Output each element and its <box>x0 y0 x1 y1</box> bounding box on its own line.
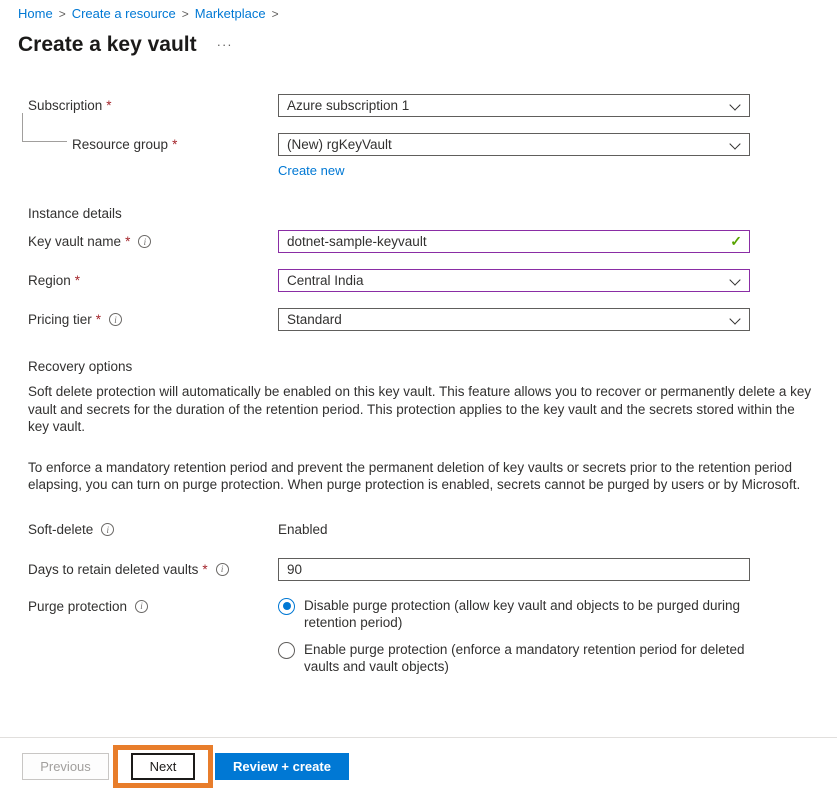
days-to-retain-input[interactable] <box>278 558 750 581</box>
breadcrumb-separator: > <box>181 6 189 21</box>
enable-purge-protection-option[interactable] <box>278 641 756 675</box>
days-to-retain-label: Days to retain deleted vaults * i <box>28 562 278 577</box>
breadcrumb-separator: > <box>58 6 66 21</box>
annotation-highlight-box <box>113 745 213 788</box>
page-title: Create a key vault <box>18 33 197 56</box>
key-vault-name-input[interactable] <box>278 230 750 253</box>
region-dropdown[interactable] <box>278 269 750 292</box>
disable-purge-protection-option[interactable] <box>278 597 756 631</box>
required-asterisk: * <box>74 273 81 288</box>
subscription-row <box>28 94 837 117</box>
subscription-label: Subscription * <box>28 98 112 113</box>
recovery-options-header: Recovery options <box>28 359 133 374</box>
footer-bar <box>0 737 837 795</box>
region-row <box>28 269 837 292</box>
radio-unselected-icon[interactable] <box>278 642 295 659</box>
resource-group-row <box>28 133 837 156</box>
soft-delete-row <box>28 521 837 539</box>
info-icon[interactable]: i <box>216 563 229 576</box>
required-asterisk: * <box>125 234 131 249</box>
pricing-tier-label: Pricing tier * i <box>28 312 278 327</box>
previous-button[interactable]: Previous <box>22 753 109 780</box>
resource-group-dropdown[interactable] <box>278 133 750 156</box>
chevron-down-icon <box>729 313 740 324</box>
required-asterisk: * <box>202 561 208 577</box>
breadcrumb-create-a-resource[interactable]: Create a resource <box>71 6 176 21</box>
next-button[interactable]: Next <box>131 753 195 780</box>
chevron-down-icon <box>729 99 740 110</box>
days-to-retain-row <box>28 558 837 581</box>
create-new-link[interactable]: Create new <box>278 163 345 178</box>
subscription-value: Azure subscription 1 <box>287 98 410 113</box>
pricing-tier-dropdown[interactable] <box>278 308 750 331</box>
breadcrumb-home[interactable]: Home <box>18 6 53 21</box>
purge-protection-row <box>28 597 837 675</box>
region-value: Central India <box>287 273 364 288</box>
chevron-down-icon <box>729 274 740 285</box>
pricing-tier-value: Standard <box>287 312 342 327</box>
subscription-dropdown[interactable] <box>278 94 750 117</box>
breadcrumb-separator: > <box>271 6 279 21</box>
instance-details-header: Instance details <box>28 206 122 221</box>
resource-group-value: (New) rgKeyVault <box>287 137 392 152</box>
region-label: Region * <box>28 273 81 288</box>
pricing-tier-row <box>28 308 837 331</box>
review-create-button[interactable]: Review + create <box>215 753 349 780</box>
resource-group-label: Resource group * <box>72 137 178 152</box>
required-asterisk: * <box>172 137 178 152</box>
resource-group-connector-line <box>22 113 67 142</box>
enable-purge-protection-label: Enable purge protection (enforce a mandatory retention period for deleted vaults and vault objects) <box>304 641 745 674</box>
key-vault-name-label: Key vault name * i <box>28 234 278 249</box>
soft-delete-label: Soft-delete i <box>28 522 278 537</box>
chevron-down-icon <box>729 138 740 149</box>
info-icon[interactable]: i <box>101 523 114 536</box>
key-vault-name-row <box>28 230 837 253</box>
breadcrumb-marketplace[interactable]: Marketplace <box>194 6 266 21</box>
purge-protection-description: To enforce a mandatory retention period and prevent the permanent deletion of key vaults or secrets prior to the retention period elapsing, you can turn on purge protection. When purge protection is enabled, secrets cannot be purged by users or by Microsoft. <box>28 459 801 492</box>
purge-protection-label: Purge protection i <box>28 599 278 614</box>
info-icon[interactable]: i <box>135 600 148 613</box>
required-asterisk: * <box>106 98 112 113</box>
breadcrumb <box>0 0 837 21</box>
soft-delete-value: Enabled <box>278 521 328 537</box>
required-asterisk: * <box>95 312 102 327</box>
info-icon[interactable]: i <box>138 235 151 248</box>
info-icon[interactable]: i <box>109 313 122 326</box>
more-options-icon[interactable]: ··· <box>216 37 233 52</box>
disable-purge-protection-label: Disable purge protection (allow key vault and objects to be purged during retention period) <box>304 597 741 630</box>
radio-selected-icon[interactable] <box>278 598 295 615</box>
soft-delete-description: Soft delete protection will automatically be enabled on this key vault. This feature allows you to recover or permanently delete a key vault and secrets for the duration of the retention period. This protection applies to the key vault and the secrets stored within the key vault. <box>28 384 812 434</box>
valid-checkmark-icon: ✓ <box>730 233 742 249</box>
